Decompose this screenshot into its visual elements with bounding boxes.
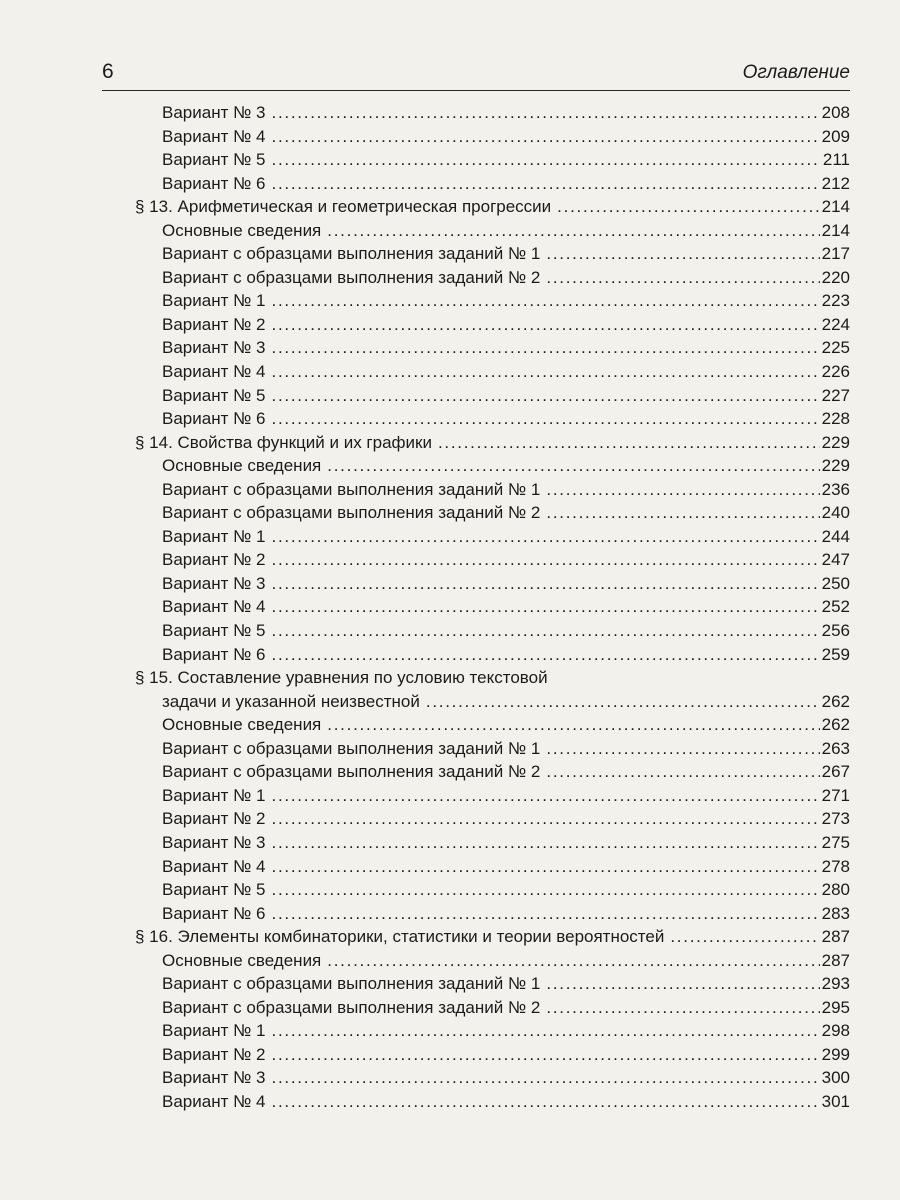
toc-entry-title: Вариант № 5: [162, 621, 266, 641]
toc-page-number: 250: [821, 573, 850, 593]
dot-leader: [327, 713, 819, 737]
dot-leader: [272, 902, 820, 926]
toc-entry-title: Вариант № 4: [162, 126, 266, 146]
toc-page-number: 229: [821, 432, 850, 452]
toc-entry-title: Вариант № 6: [162, 173, 266, 193]
toc-page-number: 293: [821, 974, 850, 994]
dot-leader: [272, 1019, 820, 1043]
page-header: [102, 56, 850, 91]
dot-leader: [546, 501, 819, 525]
toc-entry-title: Вариант № 2: [162, 809, 266, 829]
toc-page-number: 287: [821, 950, 850, 970]
toc-page-number: 224: [821, 314, 850, 334]
toc-entry-title: Вариант № 4: [162, 597, 266, 617]
toc-page-number: 225: [821, 338, 850, 358]
toc-entry: [0, 1090, 850, 1114]
toc-entry: [0, 454, 850, 478]
toc-entry-title: Вариант № 5: [162, 385, 266, 405]
toc-entry-title: Вариант № 4: [162, 1091, 266, 1111]
dot-leader: [272, 548, 820, 572]
toc-entry: [0, 525, 850, 549]
toc-entry: [0, 713, 850, 737]
toc-entry: [0, 807, 850, 831]
toc-entry-title: Вариант № 4: [162, 362, 266, 382]
table-of-contents: [0, 101, 900, 1114]
toc-entry-title: Вариант № 6: [162, 903, 266, 923]
dot-leader: [272, 125, 820, 149]
toc-entry: [0, 1019, 850, 1043]
dot-leader: [426, 690, 820, 714]
dot-leader: [272, 148, 821, 172]
dot-leader: [272, 313, 820, 337]
toc-page-number: 299: [821, 1044, 850, 1064]
toc-page-number: 295: [821, 997, 850, 1017]
toc-entry-title: Вариант № 2: [162, 314, 266, 334]
toc-page-number: 217: [821, 244, 850, 264]
toc-page-number: 244: [821, 526, 850, 546]
toc-page-number: 300: [821, 1068, 850, 1088]
toc-page-number: 298: [821, 1021, 850, 1041]
toc-entry-title: Вариант с образцами выполнения заданий № 2: [162, 997, 541, 1017]
dot-leader: [272, 525, 820, 549]
dot-leader: [546, 266, 819, 290]
toc-entry-title: Основные сведения: [162, 950, 322, 970]
toc-page-number: 301: [821, 1091, 850, 1111]
dot-leader: [272, 1043, 820, 1067]
dot-leader: [327, 219, 819, 243]
dot-leader: [272, 855, 820, 879]
toc-entry: [0, 831, 850, 855]
toc-section-continuation: [0, 690, 850, 714]
dot-leader: [272, 1090, 820, 1114]
dot-leader: [272, 336, 820, 360]
toc-page-number: 263: [821, 738, 850, 758]
toc-entry-title: § 14. Свойства функций и их графики: [135, 432, 432, 452]
dot-leader: [438, 431, 820, 455]
dot-leader: [546, 996, 819, 1020]
toc-page-number: 240: [821, 503, 850, 523]
toc-entry-title: Вариант № 1: [162, 291, 266, 311]
toc-entry: [0, 266, 850, 290]
dot-leader: [272, 807, 820, 831]
toc-section: [0, 666, 850, 690]
dot-leader: [546, 478, 819, 502]
toc-entry: [0, 172, 850, 196]
toc-entry: [0, 595, 850, 619]
toc-entry-title: Вариант № 5: [162, 150, 266, 170]
toc-page-number: 256: [821, 621, 850, 641]
dot-leader: [546, 972, 819, 996]
toc-entry-title: Вариант № 3: [162, 832, 266, 852]
toc-page-number: 262: [821, 715, 850, 735]
toc-entry: [0, 407, 850, 431]
toc-entry: [0, 148, 850, 172]
dot-leader: [546, 737, 819, 761]
toc-entry-title: Вариант № 1: [162, 526, 266, 546]
toc-entry: [0, 1066, 850, 1090]
dot-leader: [272, 172, 820, 196]
toc-page-number: 227: [821, 385, 850, 405]
toc-entry: [0, 219, 850, 243]
toc-page-number: 223: [821, 291, 850, 311]
toc-entry: [0, 101, 850, 125]
toc-page-number: 247: [821, 550, 850, 570]
toc-entry-title: Вариант № 3: [162, 573, 266, 593]
toc-entry-title: Вариант № 6: [162, 409, 266, 429]
dot-leader: [272, 360, 820, 384]
toc-entry: [0, 760, 850, 784]
toc-entry-title: Вариант с образцами выполнения заданий № 1: [162, 974, 541, 994]
toc-entry: [0, 548, 850, 572]
dot-leader: [557, 195, 819, 219]
toc-page-number: 214: [821, 197, 850, 217]
toc-entry: [0, 619, 850, 643]
dot-leader: [327, 949, 819, 973]
toc-page-number: 280: [821, 880, 850, 900]
toc-entry: [0, 902, 850, 926]
dot-leader: [272, 407, 820, 431]
toc-entry-title: Вариант № 3: [162, 103, 266, 122]
toc-entry: [0, 242, 850, 266]
toc-page-number: 220: [821, 267, 850, 287]
toc-page-number: 226: [821, 362, 850, 382]
toc-entry: [0, 972, 850, 996]
toc-section: [0, 195, 850, 219]
dot-leader: [272, 384, 820, 408]
toc-entry: [0, 125, 850, 149]
toc-entry-title: Основные сведения: [162, 220, 322, 240]
toc-entry: [0, 501, 850, 525]
toc-entry: [0, 949, 850, 973]
toc-entry: [0, 360, 850, 384]
toc-section: [0, 431, 850, 455]
toc-entry-title: Вариант № 5: [162, 880, 266, 900]
toc-entry-title: Вариант № 2: [162, 1044, 266, 1064]
toc-entry-title: Вариант с образцами выполнения заданий № 1: [162, 738, 541, 758]
toc-entry-title: Вариант с образцами выполнения заданий № 1: [162, 479, 541, 499]
dot-leader: [272, 878, 820, 902]
toc-page-number: 271: [821, 785, 850, 805]
toc-entry-title: Основные сведения: [162, 715, 322, 735]
dot-leader: [546, 242, 819, 266]
toc-entry-title: Вариант № 1: [162, 785, 266, 805]
toc-page-number: 259: [821, 644, 850, 664]
toc-page-number: 212: [821, 173, 850, 193]
toc-page-number: 209: [821, 126, 850, 146]
toc-page-number: 214: [821, 220, 850, 240]
toc-entry-title: Вариант № 1: [162, 1021, 266, 1041]
toc-page-number: 283: [821, 903, 850, 923]
toc-entry-title: Вариант № 2: [162, 550, 266, 570]
toc-entry: [0, 784, 850, 808]
dot-leader: [327, 454, 819, 478]
toc-page-number: 208: [821, 103, 850, 122]
page-number: 6: [102, 60, 114, 83]
toc-page-number: 211: [822, 150, 850, 170]
toc-entry-title: Основные сведения: [162, 456, 322, 476]
dot-leader: [272, 643, 820, 667]
dot-leader: [272, 595, 820, 619]
toc-entry-title: § 13. Арифметическая и геометрическая прогрессии: [135, 197, 552, 217]
toc-page-number: 275: [821, 832, 850, 852]
toc-entry: [0, 855, 850, 879]
toc-section: [0, 925, 850, 949]
toc-entry-title: Вариант с образцами выполнения заданий № 2: [162, 762, 541, 782]
toc-entry: [0, 643, 850, 667]
dot-leader: [272, 101, 820, 125]
toc-entry-title: задачи и указанной неизвестной: [162, 691, 420, 711]
running-title: Оглавление: [742, 62, 850, 83]
dot-leader: [546, 760, 819, 784]
toc-entry-title: Вариант с образцами выполнения заданий № 2: [162, 503, 541, 523]
toc-entry: [0, 313, 850, 337]
dot-leader: [272, 831, 820, 855]
toc-entry: [0, 1043, 850, 1067]
dot-leader: [272, 1066, 820, 1090]
toc-entry-title: Вариант № 6: [162, 644, 266, 664]
toc-entry: [0, 572, 850, 596]
dot-leader: [272, 784, 820, 808]
toc-entry-title: Вариант № 3: [162, 338, 266, 358]
toc-page-number: 228: [821, 409, 850, 429]
toc-entry: [0, 878, 850, 902]
toc-page-number: 278: [821, 856, 850, 876]
toc-entry: [0, 478, 850, 502]
dot-leader: [272, 289, 820, 313]
toc-entry: [0, 336, 850, 360]
dot-leader: [272, 572, 820, 596]
toc-page-number: 236: [821, 479, 850, 499]
toc-entry-title: § 15. Составление уравнения по условию текстовой: [135, 668, 548, 688]
toc-page-number: 262: [821, 691, 850, 711]
toc-entry: [0, 996, 850, 1020]
toc-page-number: 273: [821, 809, 850, 829]
toc-entry-title: § 16. Элементы комбинаторики, статистики и теории вероятностей: [135, 927, 665, 947]
dot-leader: [272, 619, 820, 643]
dot-leader: [670, 925, 819, 949]
toc-entry-title: Вариант № 4: [162, 856, 266, 876]
toc-page-number: 267: [821, 762, 850, 782]
toc-page-number: 287: [821, 927, 850, 947]
toc-page-number: 229: [821, 456, 850, 476]
toc-entry: [0, 737, 850, 761]
toc-page-number: 252: [821, 597, 850, 617]
toc-entry-title: Вариант с образцами выполнения заданий № 2: [162, 267, 541, 287]
toc-entry: [0, 289, 850, 313]
toc-entry: [0, 384, 850, 408]
toc-entry-title: Вариант № 3: [162, 1068, 266, 1088]
toc-entry-title: Вариант с образцами выполнения заданий № 1: [162, 244, 541, 264]
